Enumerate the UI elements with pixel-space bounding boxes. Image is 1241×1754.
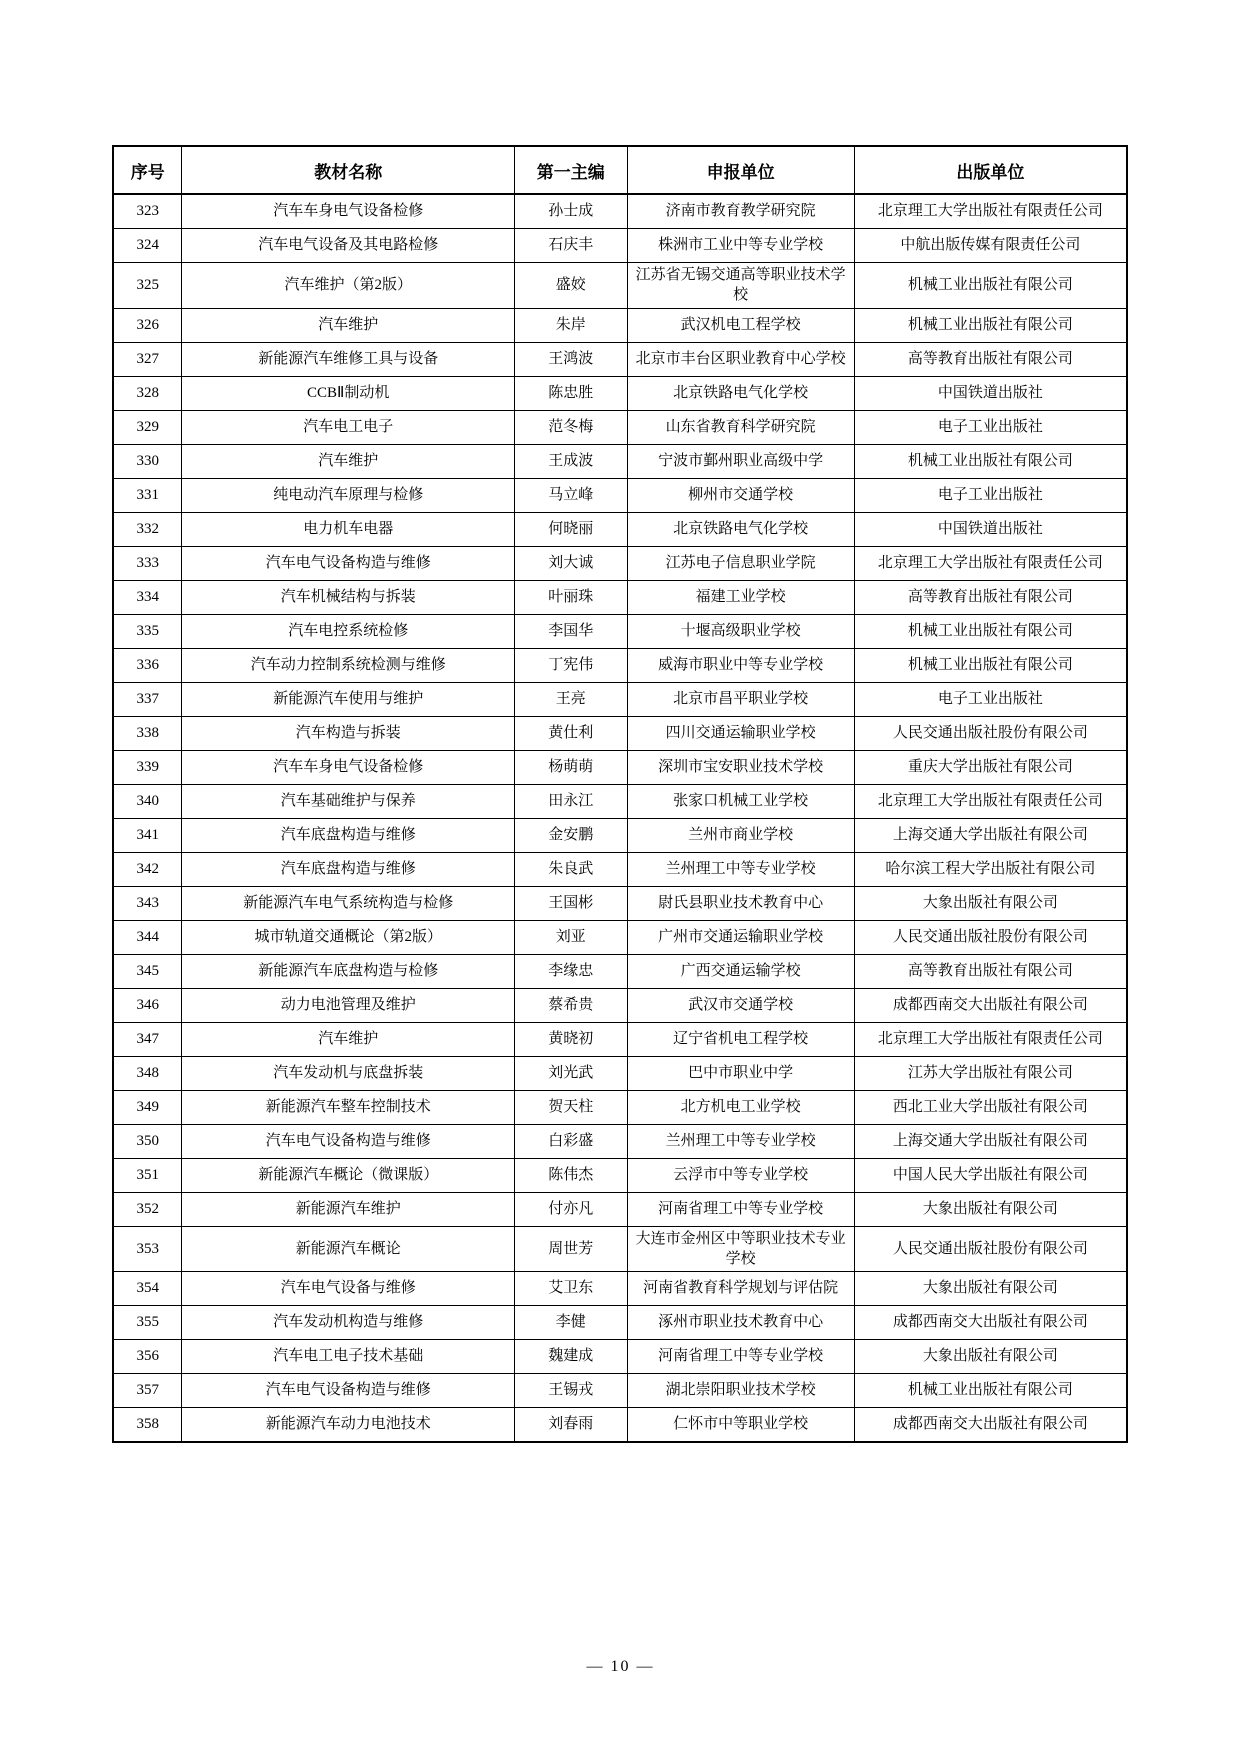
table-row <box>113 1158 1127 1192</box>
publisher-cell: 北京理工大学出版社有限责任公司 <box>854 784 1127 818</box>
table-row <box>113 1340 1127 1374</box>
org-cell: 威海市职业中等专业学校 <box>627 648 854 682</box>
serial-cell: 324 <box>113 229 182 263</box>
table-row <box>113 342 1127 376</box>
publisher-cell: 人民交通出版社股份有限公司 <box>854 1226 1127 1272</box>
editor-cell: 黄晓初 <box>515 1022 628 1056</box>
title-cell: 电力机车电器 <box>182 512 515 546</box>
serial-cell: 353 <box>113 1226 182 1272</box>
serial-cell: 348 <box>113 1056 182 1090</box>
editor-cell: 马立峰 <box>515 478 628 512</box>
publisher-cell: 人民交通出版社股份有限公司 <box>854 716 1127 750</box>
title-cell: 汽车车身电气设备检修 <box>182 750 515 784</box>
table-row <box>113 512 1127 546</box>
serial-cell: 337 <box>113 682 182 716</box>
editor-cell: 魏建成 <box>515 1340 628 1374</box>
serial-cell: 358 <box>113 1408 182 1443</box>
title-cell: 汽车电气设备与维修 <box>182 1272 515 1306</box>
title-cell: 汽车底盘构造与维修 <box>182 818 515 852</box>
publisher-cell: 高等教育出版社有限公司 <box>854 580 1127 614</box>
org-cell: 兰州市商业学校 <box>627 818 854 852</box>
publisher-cell: 北京理工大学出版社有限责任公司 <box>854 546 1127 580</box>
editor-cell: 刘大诚 <box>515 546 628 580</box>
editor-cell: 何晓丽 <box>515 512 628 546</box>
serial-cell: 346 <box>113 988 182 1022</box>
editor-cell: 付亦凡 <box>515 1192 628 1226</box>
publisher-cell: 成都西南交大出版社有限公司 <box>854 1306 1127 1340</box>
publisher-cell: 西北工业大学出版社有限公司 <box>854 1090 1127 1124</box>
table-row <box>113 194 1127 229</box>
org-cell: 十堰高级职业学校 <box>627 614 854 648</box>
org-cell: 福建工业学校 <box>627 580 854 614</box>
serial-cell: 327 <box>113 342 182 376</box>
page-number: — 10 — <box>586 1658 655 1675</box>
editor-cell: 王国彬 <box>515 886 628 920</box>
serial-cell: 326 <box>113 308 182 342</box>
publisher-cell: 上海交通大学出版社有限公司 <box>854 818 1127 852</box>
header-row <box>113 146 1127 194</box>
title-cell: 汽车电气设备构造与维修 <box>182 1374 515 1408</box>
table-row <box>113 648 1127 682</box>
editor-cell: 白彩盛 <box>515 1124 628 1158</box>
serial-cell: 343 <box>113 886 182 920</box>
table-row <box>113 376 1127 410</box>
org-cell: 河南省理工中等专业学校 <box>627 1340 854 1374</box>
org-cell: 济南市教育教学研究院 <box>627 194 854 229</box>
editor-cell: 黄仕利 <box>515 716 628 750</box>
publisher-cell: 大象出版社有限公司 <box>854 1192 1127 1226</box>
serial-cell: 356 <box>113 1340 182 1374</box>
table-row <box>113 1374 1127 1408</box>
column-header-title: 教材名称 <box>182 146 515 194</box>
title-cell: 汽车机械结构与拆装 <box>182 580 515 614</box>
title-cell: 汽车电工电子 <box>182 410 515 444</box>
org-cell: 大连市金州区中等职业技术专业学校 <box>627 1226 854 1272</box>
org-cell: 武汉机电工程学校 <box>627 308 854 342</box>
serial-cell: 323 <box>113 194 182 229</box>
table-row <box>113 614 1127 648</box>
publisher-cell: 大象出版社有限公司 <box>854 886 1127 920</box>
editor-cell: 蔡希贵 <box>515 988 628 1022</box>
table-row <box>113 886 1127 920</box>
title-cell: 新能源汽车整车控制技术 <box>182 1090 515 1124</box>
title-cell: 汽车维护（第2版） <box>182 263 515 309</box>
column-header-publisher: 出版单位 <box>854 146 1127 194</box>
editor-cell: 丁宪伟 <box>515 648 628 682</box>
publisher-cell: 机械工业出版社有限公司 <box>854 263 1127 309</box>
publisher-cell: 电子工业出版社 <box>854 478 1127 512</box>
editor-cell: 王成波 <box>515 444 628 478</box>
org-cell: 深圳市宝安职业技术学校 <box>627 750 854 784</box>
title-cell: 汽车电控系统检修 <box>182 614 515 648</box>
org-cell: 涿州市职业技术教育中心 <box>627 1306 854 1340</box>
org-cell: 云浮市中等专业学校 <box>627 1158 854 1192</box>
serial-cell: 336 <box>113 648 182 682</box>
editor-cell: 李健 <box>515 1306 628 1340</box>
editor-cell: 刘光武 <box>515 1056 628 1090</box>
table-row <box>113 716 1127 750</box>
publisher-cell: 机械工业出版社有限公司 <box>854 614 1127 648</box>
title-cell: 新能源汽车维护 <box>182 1192 515 1226</box>
table-row <box>113 1408 1127 1443</box>
publisher-cell: 大象出版社有限公司 <box>854 1272 1127 1306</box>
table-row <box>113 920 1127 954</box>
publisher-cell: 大象出版社有限公司 <box>854 1340 1127 1374</box>
serial-cell: 330 <box>113 444 182 478</box>
publisher-cell: 成都西南交大出版社有限公司 <box>854 1408 1127 1443</box>
title-cell: 新能源汽车概论（微课版） <box>182 1158 515 1192</box>
table-row <box>113 1226 1127 1272</box>
org-cell: 江苏省无锡交通高等职业技术学校 <box>627 263 854 309</box>
org-cell: 湖北崇阳职业技术学校 <box>627 1374 854 1408</box>
table-row <box>113 852 1127 886</box>
publisher-cell: 中航出版传媒有限责任公司 <box>854 229 1127 263</box>
publisher-cell: 电子工业出版社 <box>854 410 1127 444</box>
org-cell: 北方机电工业学校 <box>627 1090 854 1124</box>
org-cell: 北京铁路电气化学校 <box>627 512 854 546</box>
serial-cell: 328 <box>113 376 182 410</box>
serial-cell: 345 <box>113 954 182 988</box>
editor-cell: 刘春雨 <box>515 1408 628 1443</box>
table-row <box>113 263 1127 309</box>
editor-cell: 孙士成 <box>515 194 628 229</box>
publisher-cell: 机械工业出版社有限公司 <box>854 1374 1127 1408</box>
serial-cell: 332 <box>113 512 182 546</box>
publisher-cell: 机械工业出版社有限公司 <box>854 648 1127 682</box>
editor-cell: 叶丽珠 <box>515 580 628 614</box>
publisher-cell: 人民交通出版社股份有限公司 <box>854 920 1127 954</box>
title-cell: 汽车维护 <box>182 1022 515 1056</box>
editor-cell: 陈伟杰 <box>515 1158 628 1192</box>
org-cell: 广西交通运输学校 <box>627 954 854 988</box>
org-cell: 柳州市交通学校 <box>627 478 854 512</box>
serial-cell: 355 <box>113 1306 182 1340</box>
serial-cell: 352 <box>113 1192 182 1226</box>
table-row <box>113 410 1127 444</box>
editor-cell: 贺天柱 <box>515 1090 628 1124</box>
title-cell: 汽车电气设备构造与维修 <box>182 1124 515 1158</box>
publisher-cell: 机械工业出版社有限公司 <box>854 444 1127 478</box>
editor-cell: 艾卫东 <box>515 1272 628 1306</box>
org-cell: 兰州理工中等专业学校 <box>627 852 854 886</box>
editor-cell: 刘亚 <box>515 920 628 954</box>
title-cell: 新能源汽车底盘构造与检修 <box>182 954 515 988</box>
title-cell: 汽车底盘构造与维修 <box>182 852 515 886</box>
title-cell: 汽车电气设备及其电路检修 <box>182 229 515 263</box>
table-row <box>113 750 1127 784</box>
editor-cell: 陈忠胜 <box>515 376 628 410</box>
table-row <box>113 1192 1127 1226</box>
editor-cell: 杨萌萌 <box>515 750 628 784</box>
table-row <box>113 1272 1127 1306</box>
editor-cell: 盛姣 <box>515 263 628 309</box>
table-wrap <box>112 145 1128 1443</box>
serial-cell: 340 <box>113 784 182 818</box>
org-cell: 宁波市鄞州职业高级中学 <box>627 444 854 478</box>
title-cell: 新能源汽车电气系统构造与检修 <box>182 886 515 920</box>
table-row <box>113 1306 1127 1340</box>
publisher-cell: 中国铁道出版社 <box>854 376 1127 410</box>
column-header-org: 申报单位 <box>627 146 854 194</box>
publisher-cell: 机械工业出版社有限公司 <box>854 308 1127 342</box>
title-cell: 新能源汽车动力电池技术 <box>182 1408 515 1443</box>
title-cell: 城市轨道交通概论（第2版） <box>182 920 515 954</box>
serial-cell: 333 <box>113 546 182 580</box>
title-cell: 汽车发动机与底盘拆装 <box>182 1056 515 1090</box>
editor-cell: 范冬梅 <box>515 410 628 444</box>
publisher-cell: 哈尔滨工程大学出版社有限公司 <box>854 852 1127 886</box>
title-cell: CCBⅡ制动机 <box>182 376 515 410</box>
title-cell: 纯电动汽车原理与检修 <box>182 478 515 512</box>
title-cell: 汽车基础维护与保养 <box>182 784 515 818</box>
table-row <box>113 1124 1127 1158</box>
column-header-editor: 第一主编 <box>515 146 628 194</box>
title-cell: 汽车构造与拆装 <box>182 716 515 750</box>
org-cell: 北京市丰台区职业教育中心学校 <box>627 342 854 376</box>
org-cell: 武汉市交通学校 <box>627 988 854 1022</box>
textbook-table <box>112 145 1128 1443</box>
publisher-cell: 中国铁道出版社 <box>854 512 1127 546</box>
org-cell: 兰州理工中等专业学校 <box>627 1124 854 1158</box>
publisher-cell: 高等教育出版社有限公司 <box>854 954 1127 988</box>
column-header-serial: 序号 <box>113 146 182 194</box>
org-cell: 河南省教育科学规划与评估院 <box>627 1272 854 1306</box>
title-cell: 汽车动力控制系统检测与维修 <box>182 648 515 682</box>
table-row <box>113 546 1127 580</box>
publisher-cell: 北京理工大学出版社有限责任公司 <box>854 1022 1127 1056</box>
publisher-cell: 上海交通大学出版社有限公司 <box>854 1124 1127 1158</box>
publisher-cell: 中国人民大学出版社有限公司 <box>854 1158 1127 1192</box>
org-cell: 山东省教育科学研究院 <box>627 410 854 444</box>
org-cell: 株洲市工业中等专业学校 <box>627 229 854 263</box>
title-cell: 汽车发动机构造与维修 <box>182 1306 515 1340</box>
publisher-cell: 电子工业出版社 <box>854 682 1127 716</box>
serial-cell: 325 <box>113 263 182 309</box>
table-row <box>113 818 1127 852</box>
publisher-cell: 高等教育出版社有限公司 <box>854 342 1127 376</box>
table-row <box>113 308 1127 342</box>
serial-cell: 335 <box>113 614 182 648</box>
table-row <box>113 1056 1127 1090</box>
title-cell: 新能源汽车概论 <box>182 1226 515 1272</box>
table-row <box>113 444 1127 478</box>
org-cell: 河南省理工中等专业学校 <box>627 1192 854 1226</box>
editor-cell: 石庆丰 <box>515 229 628 263</box>
org-cell: 江苏电子信息职业学院 <box>627 546 854 580</box>
table-row <box>113 229 1127 263</box>
org-cell: 巴中市职业中学 <box>627 1056 854 1090</box>
org-cell: 广州市交通运输职业学校 <box>627 920 854 954</box>
title-cell: 新能源汽车使用与维护 <box>182 682 515 716</box>
org-cell: 北京市昌平职业学校 <box>627 682 854 716</box>
table-body <box>113 194 1127 1442</box>
table-row <box>113 1022 1127 1056</box>
table-row <box>113 1090 1127 1124</box>
serial-cell: 344 <box>113 920 182 954</box>
editor-cell: 王亮 <box>515 682 628 716</box>
editor-cell: 朱岸 <box>515 308 628 342</box>
serial-cell: 341 <box>113 818 182 852</box>
editor-cell: 李缘忠 <box>515 954 628 988</box>
editor-cell: 王鸿波 <box>515 342 628 376</box>
table-row <box>113 478 1127 512</box>
org-cell: 张家口机械工业学校 <box>627 784 854 818</box>
title-cell: 汽车电气设备构造与维修 <box>182 546 515 580</box>
table-row <box>113 682 1127 716</box>
editor-cell: 王锡戎 <box>515 1374 628 1408</box>
serial-cell: 338 <box>113 716 182 750</box>
publisher-cell: 重庆大学出版社有限公司 <box>854 750 1127 784</box>
table-row <box>113 954 1127 988</box>
title-cell: 新能源汽车维修工具与设备 <box>182 342 515 376</box>
editor-cell: 金安鹏 <box>515 818 628 852</box>
title-cell: 动力电池管理及维护 <box>182 988 515 1022</box>
table-row <box>113 784 1127 818</box>
title-cell: 汽车维护 <box>182 444 515 478</box>
org-cell: 北京铁路电气化学校 <box>627 376 854 410</box>
publisher-cell: 江苏大学出版社有限公司 <box>854 1056 1127 1090</box>
serial-cell: 334 <box>113 580 182 614</box>
title-cell: 汽车维护 <box>182 308 515 342</box>
title-cell: 汽车车身电气设备检修 <box>182 194 515 229</box>
org-cell: 辽宁省机电工程学校 <box>627 1022 854 1056</box>
serial-cell: 357 <box>113 1374 182 1408</box>
table-row <box>113 988 1127 1022</box>
serial-cell: 354 <box>113 1272 182 1306</box>
org-cell: 仁怀市中等职业学校 <box>627 1408 854 1443</box>
serial-cell: 329 <box>113 410 182 444</box>
editor-cell: 田永江 <box>515 784 628 818</box>
serial-cell: 342 <box>113 852 182 886</box>
serial-cell: 339 <box>113 750 182 784</box>
publisher-cell: 北京理工大学出版社有限责任公司 <box>854 194 1127 229</box>
editor-cell: 朱良武 <box>515 852 628 886</box>
serial-cell: 349 <box>113 1090 182 1124</box>
org-cell: 尉氏县职业技术教育中心 <box>627 886 854 920</box>
serial-cell: 331 <box>113 478 182 512</box>
title-cell: 汽车电工电子技术基础 <box>182 1340 515 1374</box>
serial-cell: 350 <box>113 1124 182 1158</box>
editor-cell: 李国华 <box>515 614 628 648</box>
publisher-cell: 成都西南交大出版社有限公司 <box>854 988 1127 1022</box>
org-cell: 四川交通运输职业学校 <box>627 716 854 750</box>
serial-cell: 347 <box>113 1022 182 1056</box>
serial-cell: 351 <box>113 1158 182 1192</box>
table-row <box>113 580 1127 614</box>
editor-cell: 周世芳 <box>515 1226 628 1272</box>
